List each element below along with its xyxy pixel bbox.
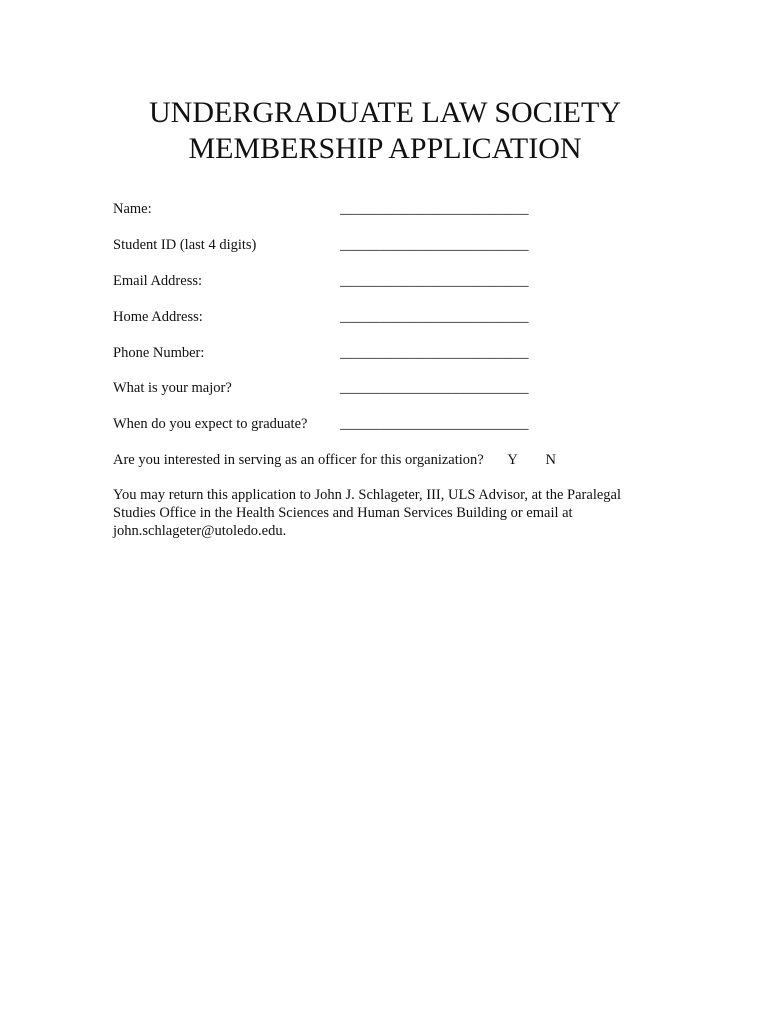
phone-label: Phone Number: [113, 345, 205, 361]
student-id-blank[interactable]: __________________________ [340, 237, 529, 253]
major-label: What is your major? [113, 380, 232, 396]
yes-option[interactable]: Y [507, 452, 518, 468]
phone-field-row [113, 343, 673, 363]
student-id-label: Student ID (last 4 digits) [113, 237, 257, 253]
home-address-label: Home Address: [113, 309, 203, 325]
title-line-2: MEMBERSHIP APPLICATION [188, 132, 582, 165]
officer-question-row [113, 450, 673, 470]
home-address-blank[interactable]: __________________________ [340, 309, 529, 325]
graduation-field-row [113, 414, 673, 434]
major-blank[interactable]: __________________________ [340, 380, 529, 396]
officer-question: Are you interested in serving as an officer for this organization? [113, 452, 484, 468]
title-line-1: UNDERGRADUATE LAW SOCIETY [148, 96, 622, 129]
phone-blank[interactable]: __________________________ [340, 345, 529, 361]
page-title [0, 95, 770, 167]
home-address-field-row [113, 307, 673, 327]
major-field-row [113, 378, 673, 398]
name-blank[interactable]: __________________________ [340, 201, 529, 217]
name-label: Name: [113, 201, 152, 217]
return-instructions: You may return this application to John J. Schlageter, III, ULS Advisor, at the Paralegal Studies Office in the Health Sciences and Human Services Building or email at john.schlageter@utoledo.edu. [113, 487, 621, 539]
student-id-field-row [113, 235, 673, 255]
email-label: Email Address: [113, 273, 203, 289]
no-option[interactable]: N [545, 452, 556, 468]
email-blank[interactable]: __________________________ [340, 273, 529, 289]
graduation-label: When do you expect to graduate? [113, 416, 308, 432]
graduation-blank[interactable]: __________________________ [340, 416, 529, 432]
name-field-row [113, 199, 673, 219]
email-field-row [113, 271, 673, 291]
